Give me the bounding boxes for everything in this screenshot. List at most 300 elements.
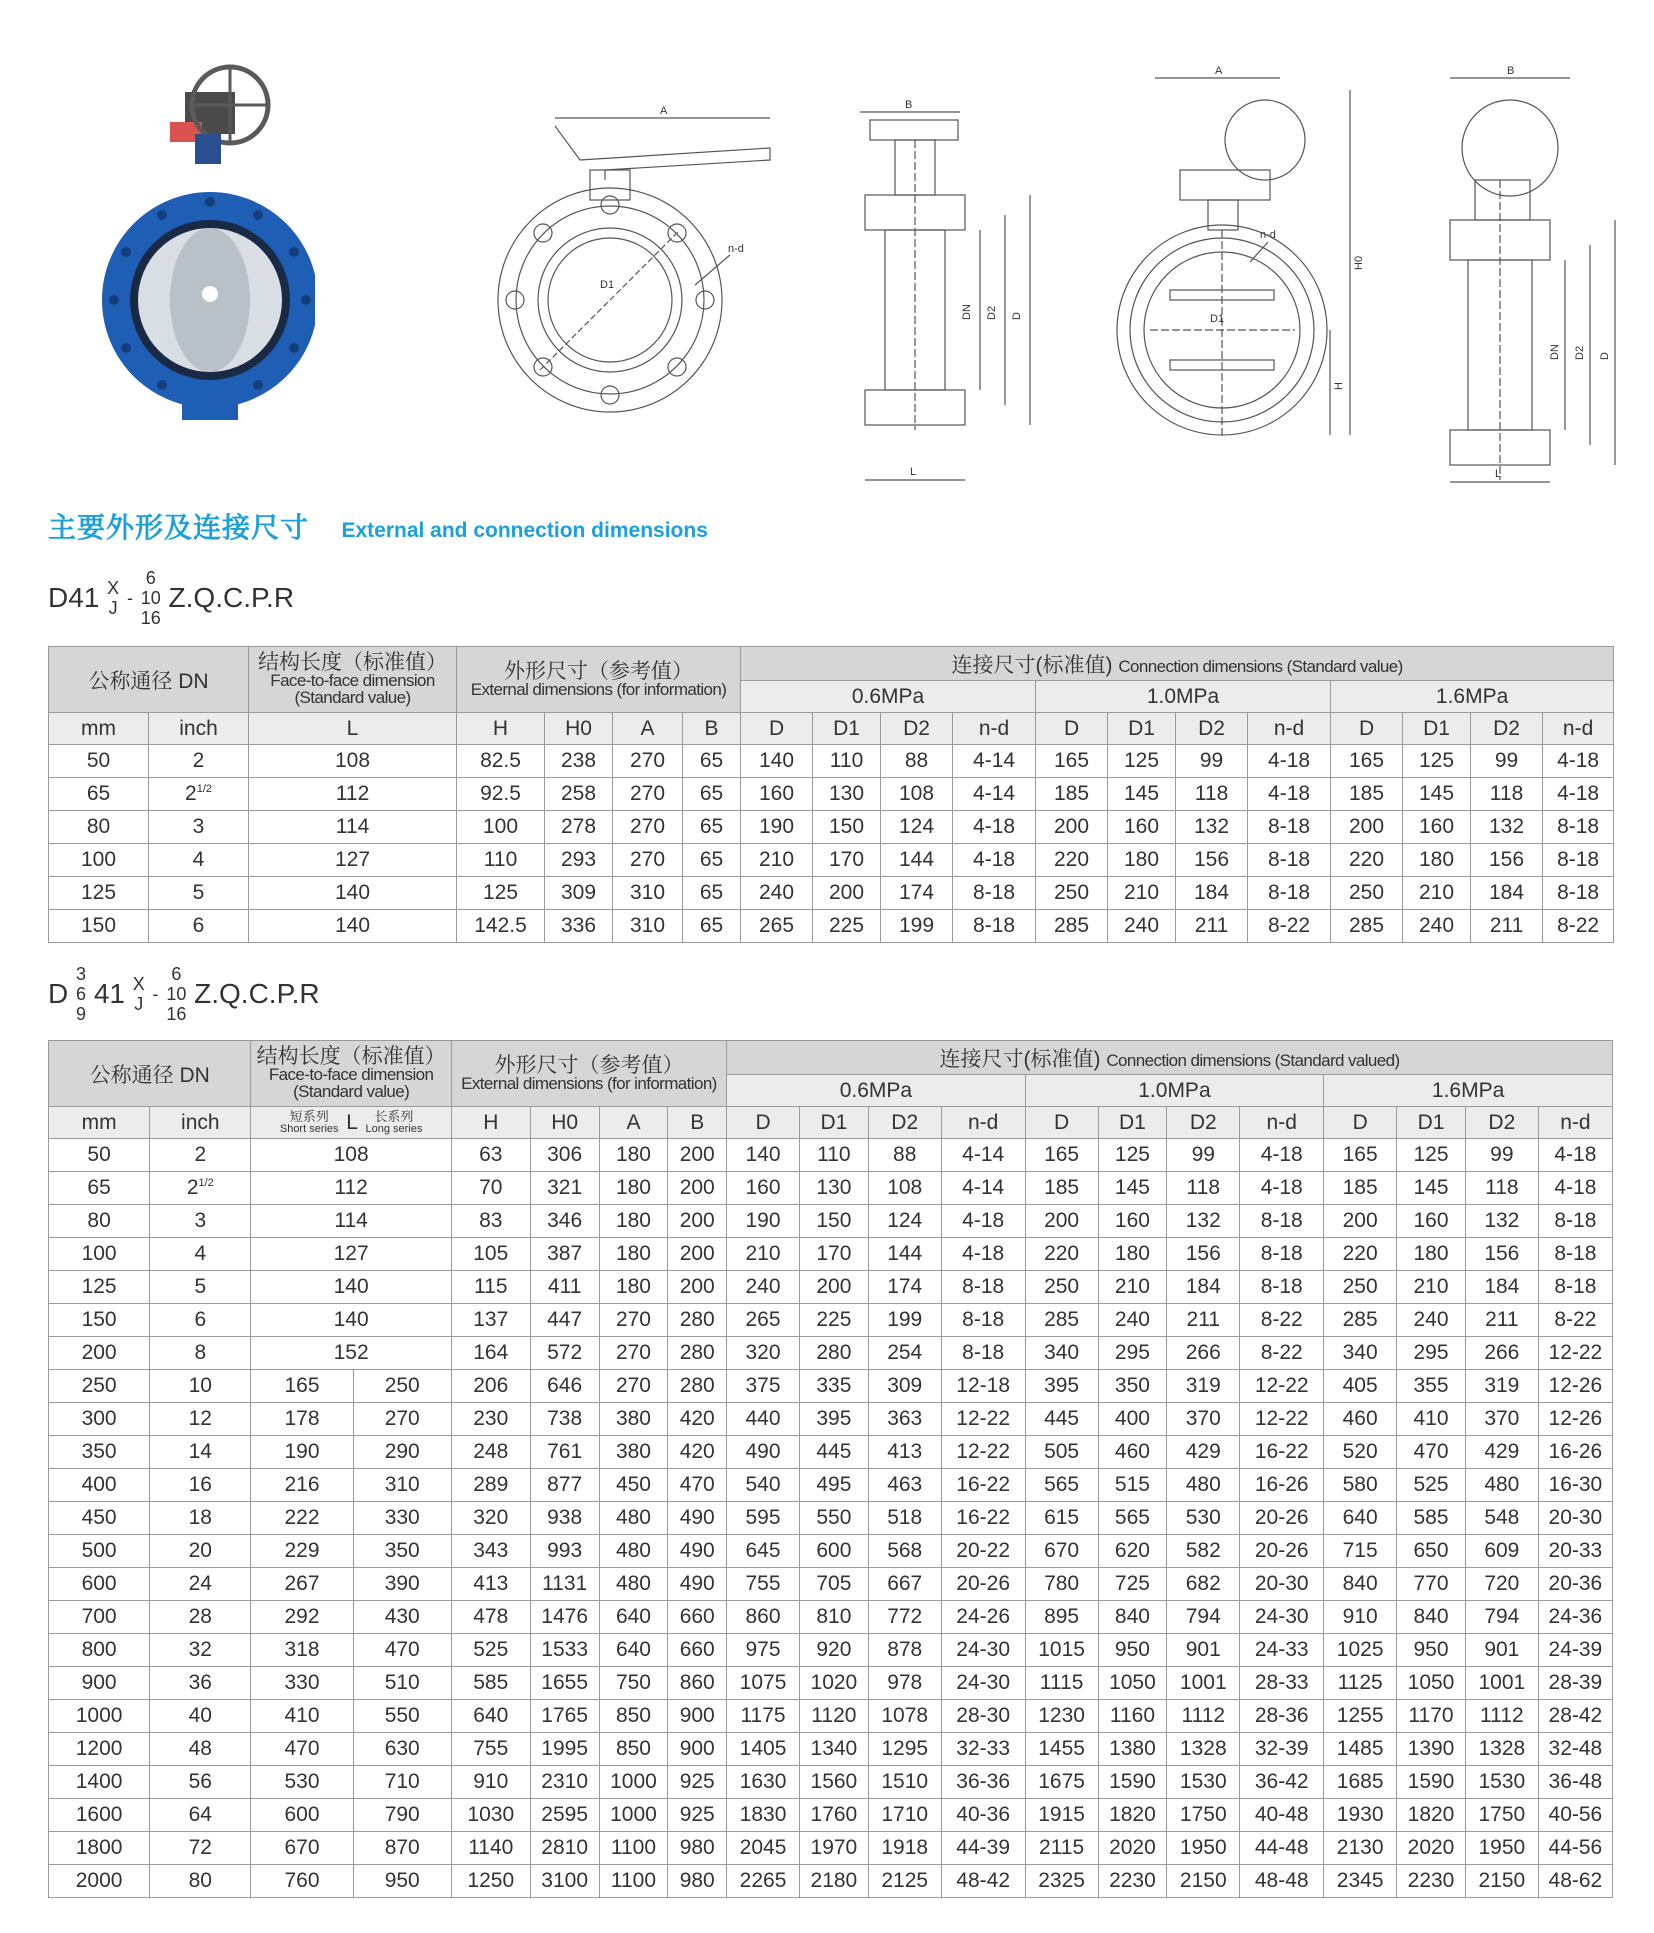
table-cell: 65 bbox=[683, 811, 741, 844]
table-cell: 2130 bbox=[1324, 1832, 1397, 1865]
table-cell: 400 bbox=[49, 1469, 150, 1502]
table-cell: 1025 bbox=[1324, 1634, 1397, 1667]
table-cell: 270 bbox=[599, 1370, 668, 1403]
table-cell: 975 bbox=[727, 1634, 800, 1667]
table-cell: 750 bbox=[599, 1667, 668, 1700]
table-cell: 2810 bbox=[530, 1832, 599, 1865]
table-cell: 525 bbox=[451, 1634, 530, 1667]
table-cell: 950 bbox=[1098, 1634, 1167, 1667]
table-cell: 667 bbox=[868, 1568, 941, 1601]
table-cell: 4 bbox=[150, 1238, 251, 1271]
table-cell: 3100 bbox=[530, 1865, 599, 1898]
table-cell: 16-22 bbox=[941, 1502, 1025, 1535]
t1-conn-header: 连接尺寸(标准值) Connection dimensions (Standard value) bbox=[741, 647, 1614, 681]
table-cell: 8-18 bbox=[1538, 1271, 1612, 1304]
table-cell: 44-48 bbox=[1240, 1832, 1324, 1865]
table-cell: 211 bbox=[1471, 910, 1543, 943]
table-cell: 925 bbox=[668, 1766, 727, 1799]
table-cell: 178 bbox=[251, 1403, 353, 1436]
dim-H-label: H bbox=[1333, 382, 1345, 390]
table-cell: 124 bbox=[868, 1205, 941, 1238]
table-cell: 1655 bbox=[530, 1667, 599, 1700]
table-cell: 220 bbox=[1025, 1238, 1098, 1271]
t2-col-nd-06: n-d bbox=[941, 1107, 1025, 1139]
table-cell: 112 bbox=[251, 1172, 451, 1205]
table-cell: 36-36 bbox=[941, 1766, 1025, 1799]
table-cell: 200 bbox=[1331, 811, 1403, 844]
table-cell: 1400 bbox=[49, 1766, 150, 1799]
table-cell: 395 bbox=[1025, 1370, 1098, 1403]
table-cell: 70 bbox=[451, 1172, 530, 1205]
t1-col-header: D1 bbox=[813, 713, 881, 745]
table-cell: 370 bbox=[1465, 1403, 1538, 1436]
section-title-en: External and connection dimensions bbox=[341, 519, 708, 542]
t1-col-header: n-d bbox=[1543, 713, 1614, 745]
table-cell: 160 bbox=[727, 1172, 800, 1205]
table-cell: 99 bbox=[1176, 745, 1248, 778]
table-cell: $2^{1/2}$ bbox=[150, 1172, 251, 1205]
table-cell: 4-14 bbox=[941, 1172, 1025, 1205]
table-cell: 2180 bbox=[799, 1865, 868, 1898]
table-cell: 28-42 bbox=[1538, 1700, 1612, 1733]
table-cell: 3 bbox=[150, 1205, 251, 1238]
table-cell: 1675 bbox=[1025, 1766, 1098, 1799]
table-cell: 240 bbox=[741, 877, 813, 910]
table-cell: 980 bbox=[668, 1865, 727, 1898]
dim-DN-label: DN bbox=[961, 304, 973, 320]
t2-col-nd-16: n-d bbox=[1538, 1107, 1612, 1139]
table-cell: 600 bbox=[49, 1568, 150, 1601]
table-cell: 877 bbox=[530, 1469, 599, 1502]
t1-col-header: D1 bbox=[1108, 713, 1176, 745]
table-cell: 568 bbox=[868, 1535, 941, 1568]
table-cell: 140 bbox=[727, 1139, 800, 1172]
table-cell: 118 bbox=[1167, 1172, 1240, 1205]
table-cell: 1510 bbox=[868, 1766, 941, 1799]
table-cell: 144 bbox=[868, 1238, 941, 1271]
table-cell: 1230 bbox=[1025, 1700, 1098, 1733]
table-cell: 5 bbox=[149, 877, 249, 910]
table-cell: 525 bbox=[1397, 1469, 1466, 1502]
table-cell: 206 bbox=[451, 1370, 530, 1403]
table-cell: 355 bbox=[1397, 1370, 1466, 1403]
table-cell: 250 bbox=[353, 1370, 451, 1403]
dim-DN-label-2: DN bbox=[1549, 344, 1561, 360]
table-cell: 1970 bbox=[799, 1832, 868, 1865]
table-cell: 580 bbox=[1324, 1469, 1397, 1502]
table-cell: 387 bbox=[530, 1238, 599, 1271]
wafer-valve-side-drawing bbox=[830, 30, 1060, 490]
table-cell: 761 bbox=[530, 1436, 599, 1469]
table-cell: 8-18 bbox=[1538, 1238, 1612, 1271]
table-cell: 32-39 bbox=[1240, 1733, 1324, 1766]
table-cell: 1995 bbox=[530, 1733, 599, 1766]
table-cell: 2265 bbox=[727, 1865, 800, 1898]
table-cell: 165 bbox=[1324, 1139, 1397, 1172]
t1-col-header: D bbox=[1331, 713, 1403, 745]
table-row bbox=[49, 1865, 1613, 1898]
table-cell: 445 bbox=[799, 1436, 868, 1469]
table-row bbox=[49, 778, 1614, 811]
table-cell: 174 bbox=[881, 877, 953, 910]
table-cell: 110 bbox=[457, 844, 545, 877]
table-cell: 490 bbox=[668, 1568, 727, 1601]
table-cell: 1600 bbox=[49, 1799, 150, 1832]
t1-col-header: H bbox=[457, 713, 545, 745]
table-cell: 290 bbox=[353, 1436, 451, 1469]
table-cell: 1250 bbox=[451, 1865, 530, 1898]
table-cell: 220 bbox=[1331, 844, 1403, 877]
table-cell: 445 bbox=[1025, 1403, 1098, 1436]
table-cell: 230 bbox=[451, 1403, 530, 1436]
table-cell: 600 bbox=[799, 1535, 868, 1568]
table-cell: 1455 bbox=[1025, 1733, 1098, 1766]
table-cell: 160 bbox=[1098, 1205, 1167, 1238]
table-cell: 8-18 bbox=[1240, 1238, 1324, 1271]
table-cell: 1120 bbox=[799, 1700, 868, 1733]
t1-p1: 0.6MPa bbox=[741, 681, 1036, 713]
table-cell: 285 bbox=[1036, 910, 1108, 943]
table-cell: 1930 bbox=[1324, 1799, 1397, 1832]
t1-p3: 1.6MPa bbox=[1331, 681, 1614, 713]
table-cell: 185 bbox=[1331, 778, 1403, 811]
table-cell: 28-33 bbox=[1240, 1667, 1324, 1700]
table-cell: 1630 bbox=[727, 1766, 800, 1799]
t1-p2: 1.0MPa bbox=[1036, 681, 1331, 713]
table-cell: $2^{1/2}$ bbox=[149, 778, 249, 811]
table-cell: 340 bbox=[1324, 1337, 1397, 1370]
table-cell: 8 bbox=[150, 1337, 251, 1370]
table-cell: 64 bbox=[150, 1799, 251, 1832]
table-cell: 12-22 bbox=[941, 1403, 1025, 1436]
table-cell: 108 bbox=[251, 1139, 451, 1172]
table-cell: 340 bbox=[1025, 1337, 1098, 1370]
table-cell: 12-22 bbox=[1240, 1403, 1324, 1436]
table-cell: 478 bbox=[451, 1601, 530, 1634]
table-cell: 24 bbox=[150, 1568, 251, 1601]
table-cell: 1000 bbox=[599, 1766, 668, 1799]
t1-nominal-header: 公称通径 DN bbox=[49, 647, 249, 713]
t2-p2: 1.0MPa bbox=[1025, 1075, 1324, 1107]
table-row bbox=[49, 1205, 1613, 1238]
table-cell: 105 bbox=[451, 1238, 530, 1271]
table-cell: 850 bbox=[599, 1733, 668, 1766]
table-cell: 125 bbox=[1397, 1139, 1466, 1172]
t1-ext-header: 外形尺寸（参考值） External dimensions (for information) bbox=[457, 647, 741, 713]
model2-dash: - bbox=[152, 984, 159, 1004]
table-cell: 1405 bbox=[727, 1733, 800, 1766]
dim-H0-label: H0 bbox=[1353, 255, 1365, 270]
table-cell: 4-18 bbox=[1538, 1139, 1612, 1172]
t1-col-header: D2 bbox=[1471, 713, 1543, 745]
table-cell: 430 bbox=[353, 1601, 451, 1634]
table-cell: 595 bbox=[727, 1502, 800, 1535]
table-cell: 548 bbox=[1465, 1502, 1538, 1535]
table-cell: 88 bbox=[868, 1139, 941, 1172]
table-cell: 725 bbox=[1098, 1568, 1167, 1601]
table-cell: 640 bbox=[451, 1700, 530, 1733]
table-row bbox=[49, 1172, 1613, 1205]
table-cell: 48-42 bbox=[941, 1865, 1025, 1898]
table-cell: 335 bbox=[799, 1370, 868, 1403]
table-cell: 270 bbox=[613, 745, 683, 778]
table-cell: 250 bbox=[1036, 877, 1108, 910]
table-cell: 1100 bbox=[599, 1865, 668, 1898]
table-cell: 170 bbox=[799, 1238, 868, 1271]
table-cell: 760 bbox=[251, 1865, 353, 1898]
table-cell: 5 bbox=[150, 1271, 251, 1304]
table-cell: 184 bbox=[1471, 877, 1543, 910]
table-cell: 156 bbox=[1471, 844, 1543, 877]
table-cell: 755 bbox=[451, 1733, 530, 1766]
model1-prefix: D41 bbox=[48, 582, 100, 613]
table-cell: 16-26 bbox=[1538, 1436, 1612, 1469]
table-cell: 1800 bbox=[49, 1832, 150, 1865]
table-cell: 250 bbox=[1331, 877, 1403, 910]
table-cell: 56 bbox=[150, 1766, 251, 1799]
table-cell: 170 bbox=[813, 844, 881, 877]
table-cell: 225 bbox=[799, 1304, 868, 1337]
table-cell: 460 bbox=[1324, 1403, 1397, 1436]
table-cell: 24-30 bbox=[941, 1667, 1025, 1700]
table-cell: 343 bbox=[451, 1535, 530, 1568]
table-cell: 127 bbox=[249, 844, 457, 877]
table-cell: 4-18 bbox=[1538, 1172, 1612, 1205]
table-cell: 980 bbox=[668, 1832, 727, 1865]
table-cell: 670 bbox=[251, 1832, 353, 1865]
section-title-cn: 主要外形及连接尺寸 bbox=[48, 512, 310, 543]
table-cell: 16 bbox=[150, 1469, 251, 1502]
table-cell: 140 bbox=[251, 1271, 451, 1304]
table-cell: 270 bbox=[613, 811, 683, 844]
table-cell: 840 bbox=[1098, 1601, 1167, 1634]
table-cell: 32 bbox=[150, 1634, 251, 1667]
table-cell: 8-18 bbox=[1543, 877, 1614, 910]
table-row bbox=[49, 1337, 1613, 1370]
table-cell: 1112 bbox=[1167, 1700, 1240, 1733]
table-cell: 140 bbox=[251, 1304, 451, 1337]
table-cell: 125 bbox=[49, 1271, 150, 1304]
table-cell: 65 bbox=[49, 1172, 150, 1205]
table-cell: 460 bbox=[1098, 1436, 1167, 1469]
table-cell: 278 bbox=[545, 811, 613, 844]
table-cell: 200 bbox=[668, 1139, 727, 1172]
table-cell: 4-18 bbox=[1248, 745, 1331, 778]
model2-suffix: Z.Q.C.P.R bbox=[194, 978, 320, 1009]
table-cell: 48 bbox=[150, 1733, 251, 1766]
t1-col-header: B bbox=[683, 713, 741, 745]
table-cell: 285 bbox=[1324, 1304, 1397, 1337]
table-cell: 16-26 bbox=[1240, 1469, 1324, 1502]
table-cell: 32-33 bbox=[941, 1733, 1025, 1766]
table-cell: 160 bbox=[741, 778, 813, 811]
table-cell: 720 bbox=[1465, 1568, 1538, 1601]
table-cell: 1175 bbox=[727, 1700, 800, 1733]
table-cell: 878 bbox=[868, 1634, 941, 1667]
table-cell: 92.5 bbox=[457, 778, 545, 811]
t2-col-D1-10: D1 bbox=[1098, 1107, 1167, 1139]
table-cell: 100 bbox=[49, 1238, 150, 1271]
t2-nominal-header: 公称通径 DN bbox=[49, 1041, 251, 1107]
table-cell: 267 bbox=[251, 1568, 353, 1601]
table-cell: 200 bbox=[1036, 811, 1108, 844]
table-row bbox=[49, 1370, 1613, 1403]
table-cell: 470 bbox=[353, 1634, 451, 1667]
t1-col-header: D2 bbox=[1176, 713, 1248, 745]
table-cell: 1950 bbox=[1167, 1832, 1240, 1865]
table-cell: 375 bbox=[727, 1370, 800, 1403]
table-cell: 108 bbox=[868, 1172, 941, 1205]
table-cell: 1590 bbox=[1098, 1766, 1167, 1799]
table-cell: 336 bbox=[545, 910, 613, 943]
table-cell: 320 bbox=[451, 1502, 530, 1535]
table-cell: 1112 bbox=[1465, 1700, 1538, 1733]
table-cell: 280 bbox=[668, 1304, 727, 1337]
table-cell: 582 bbox=[1167, 1535, 1240, 1568]
table-cell: 2 bbox=[150, 1139, 251, 1172]
table-cell: 463 bbox=[868, 1469, 941, 1502]
t2-col-inch: inch bbox=[150, 1107, 251, 1139]
table-cell: 6 bbox=[150, 1304, 251, 1337]
table-cell: 140 bbox=[249, 910, 457, 943]
t1-column-header-row bbox=[49, 713, 1614, 745]
table-cell: 150 bbox=[49, 1304, 150, 1337]
table-row bbox=[49, 1238, 1613, 1271]
table-cell: 280 bbox=[799, 1337, 868, 1370]
dim-B-label-2: B bbox=[1507, 65, 1515, 77]
table-cell: 160 bbox=[1108, 811, 1176, 844]
table-cell: 132 bbox=[1176, 811, 1248, 844]
table-cell: 710 bbox=[353, 1766, 451, 1799]
table-cell: 24-39 bbox=[1538, 1634, 1612, 1667]
table-cell: 1950 bbox=[1465, 1832, 1538, 1865]
table-cell: 319 bbox=[1465, 1370, 1538, 1403]
dim-L-label-2: L bbox=[1495, 468, 1502, 480]
model1-material: X J bbox=[107, 578, 120, 618]
table-cell: 185 bbox=[1036, 778, 1108, 811]
table-cell: 413 bbox=[868, 1436, 941, 1469]
table-cell: 210 bbox=[1397, 1271, 1466, 1304]
table-cell: 480 bbox=[1167, 1469, 1240, 1502]
table-cell: 3 bbox=[149, 811, 249, 844]
table-cell: 50 bbox=[49, 745, 149, 778]
table-cell: 505 bbox=[1025, 1436, 1098, 1469]
table-cell: 900 bbox=[49, 1667, 150, 1700]
table-cell: 400 bbox=[1098, 1403, 1167, 1436]
table-cell: 20-36 bbox=[1538, 1568, 1612, 1601]
table-cell: 210 bbox=[727, 1238, 800, 1271]
dim-nd-label-2: n-d bbox=[1260, 229, 1276, 241]
table-cell: 978 bbox=[868, 1667, 941, 1700]
table-cell: 4-18 bbox=[1543, 778, 1614, 811]
table-cell: 530 bbox=[251, 1766, 353, 1799]
table-cell: 199 bbox=[881, 910, 953, 943]
table-cell: 118 bbox=[1465, 1172, 1538, 1205]
table-cell: 211 bbox=[1167, 1304, 1240, 1337]
t2-col-D2-10: D2 bbox=[1167, 1107, 1240, 1139]
table-cell: 12-22 bbox=[941, 1436, 1025, 1469]
table-cell: 620 bbox=[1098, 1535, 1167, 1568]
table-cell: 395 bbox=[799, 1403, 868, 1436]
t1-col-header: mm bbox=[49, 713, 149, 745]
table-row bbox=[49, 1733, 1613, 1766]
table-row bbox=[49, 1766, 1613, 1799]
table-cell: 184 bbox=[1465, 1271, 1538, 1304]
t1-col-header: H0 bbox=[545, 713, 613, 745]
table-cell: 180 bbox=[1397, 1238, 1466, 1271]
table-cell: 8-18 bbox=[953, 877, 1036, 910]
table-cell: 125 bbox=[1098, 1139, 1167, 1172]
table-cell: 250 bbox=[49, 1370, 150, 1403]
table-cell: 44-56 bbox=[1538, 1832, 1612, 1865]
table-cell: 309 bbox=[868, 1370, 941, 1403]
table-cell: 285 bbox=[1025, 1304, 1098, 1337]
t2-p1: 0.6MPa bbox=[727, 1075, 1026, 1107]
t1-col-header: n-d bbox=[953, 713, 1036, 745]
table-cell: 124 bbox=[881, 811, 953, 844]
table-cell: 1015 bbox=[1025, 1634, 1098, 1667]
table-cell: 2150 bbox=[1465, 1865, 1538, 1898]
table-cell: 12-26 bbox=[1538, 1370, 1612, 1403]
table-cell: 800 bbox=[49, 1634, 150, 1667]
table-cell: 609 bbox=[1465, 1535, 1538, 1568]
table-cell: 180 bbox=[599, 1139, 668, 1172]
table-cell: 180 bbox=[1108, 844, 1176, 877]
table-cell: 200 bbox=[1025, 1205, 1098, 1238]
valve-photo bbox=[100, 30, 315, 490]
table-cell: 370 bbox=[1167, 1403, 1240, 1436]
table-cell: 180 bbox=[1098, 1238, 1167, 1271]
table-cell: 4-18 bbox=[1543, 745, 1614, 778]
t1-col-header: L bbox=[249, 713, 457, 745]
table-cell: 794 bbox=[1167, 1601, 1240, 1634]
table-cell: 1820 bbox=[1098, 1799, 1167, 1832]
table-cell: 1100 bbox=[599, 1832, 668, 1865]
table-cell: 900 bbox=[668, 1733, 727, 1766]
table-cell: 1200 bbox=[49, 1733, 150, 1766]
table-cell: 640 bbox=[599, 1601, 668, 1634]
table-cell: 36-48 bbox=[1538, 1766, 1612, 1799]
table-cell: 2 bbox=[149, 745, 249, 778]
dim-A-label: A bbox=[660, 105, 668, 117]
table-cell: 4-18 bbox=[1240, 1172, 1324, 1205]
table-cell: 300 bbox=[49, 1403, 150, 1436]
table-cell: 1820 bbox=[1397, 1799, 1466, 1832]
table-cell: 8-18 bbox=[1248, 877, 1331, 910]
table-cell: 200 bbox=[668, 1205, 727, 1238]
table-cell: 180 bbox=[599, 1271, 668, 1304]
table-cell: 2230 bbox=[1098, 1865, 1167, 1898]
table-cell: 200 bbox=[49, 1337, 150, 1370]
table-cell: 65 bbox=[683, 877, 741, 910]
table-cell: 165 bbox=[1025, 1139, 1098, 1172]
table-row bbox=[49, 1667, 1613, 1700]
table-cell: 180 bbox=[1403, 844, 1471, 877]
table-cell: 700 bbox=[49, 1601, 150, 1634]
table-cell: 1000 bbox=[599, 1799, 668, 1832]
table-cell: 200 bbox=[668, 1238, 727, 1271]
table-cell: 1115 bbox=[1025, 1667, 1098, 1700]
table-cell: 200 bbox=[813, 877, 881, 910]
table-cell: 229 bbox=[251, 1535, 353, 1568]
table-cell: 840 bbox=[1324, 1568, 1397, 1601]
table-cell: 585 bbox=[451, 1667, 530, 1700]
table-cell: 160 bbox=[1397, 1205, 1466, 1238]
table-cell: 480 bbox=[1465, 1469, 1538, 1502]
table-cell: 295 bbox=[1098, 1337, 1167, 1370]
table-cell: 4 bbox=[149, 844, 249, 877]
table-cell: 65 bbox=[683, 778, 741, 811]
